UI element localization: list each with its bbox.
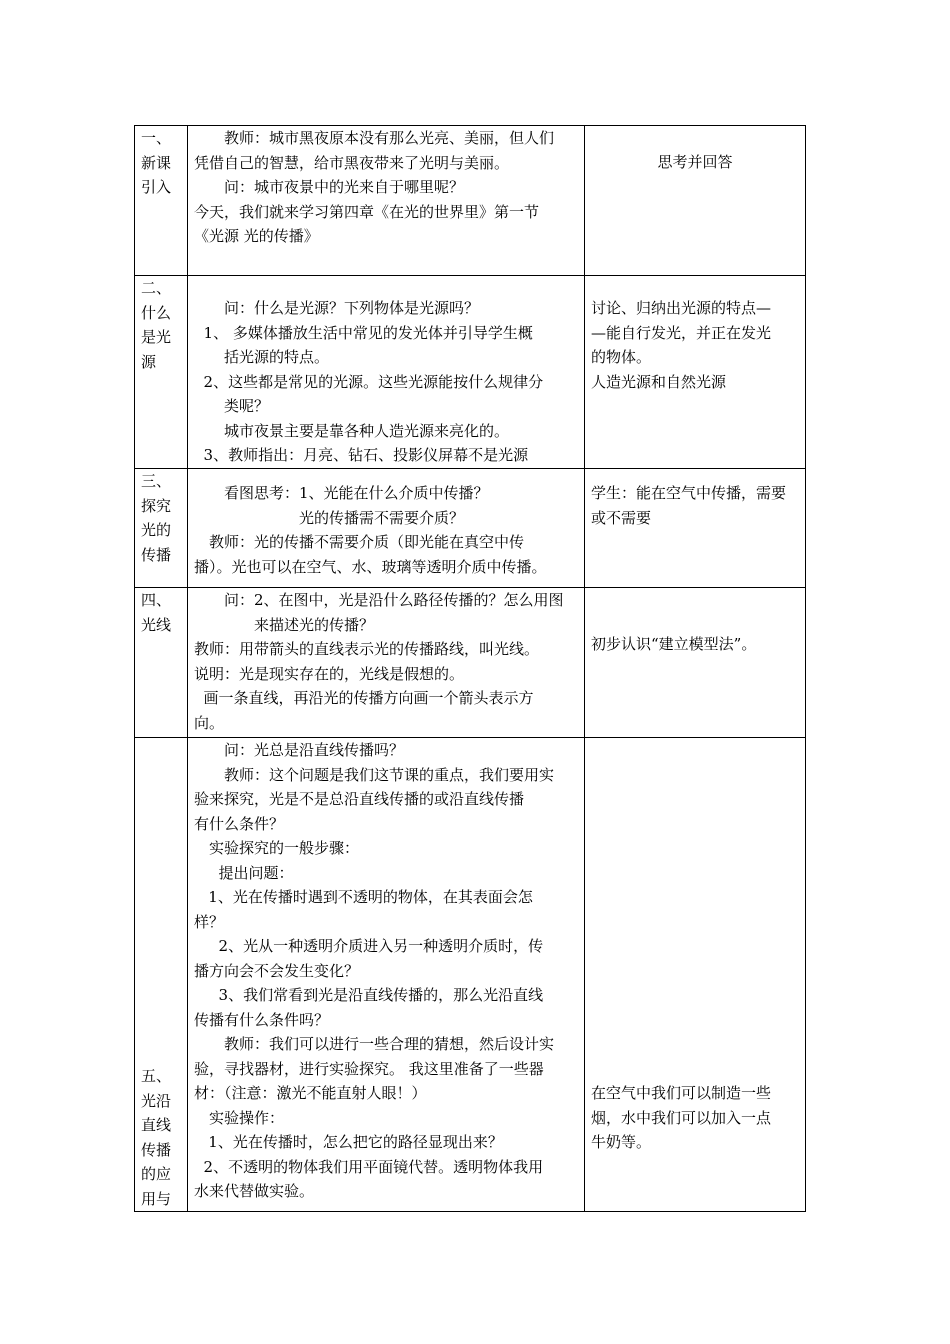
content-line: 城市夜景主要是靠各种人造光源来亮化的。	[194, 421, 510, 440]
content-line: 验，寻找器材，进行实验探究。 我这里准备了一些器	[194, 1059, 544, 1078]
content-line: 实验操作：	[194, 1108, 285, 1127]
table-row	[135, 738, 806, 1212]
stage-line: 是光	[141, 328, 172, 346]
stage-cell	[135, 126, 188, 276]
content-line: 播）。光也可以在空气、水、玻璃等透明介质中传播。	[194, 557, 547, 576]
content-line: 材：（注意：激光不能直射人眼！）	[194, 1084, 427, 1102]
content-line: 1、 多媒体播放生活中常见的发光体并引导学生概	[194, 323, 533, 342]
stage-line: 四、	[141, 591, 172, 609]
content-cell	[188, 738, 585, 1212]
response-cell	[585, 588, 806, 738]
response-cell	[585, 738, 806, 1212]
stage-cell	[135, 738, 188, 1212]
table-row	[135, 126, 806, 276]
stage-line: 传播	[141, 1140, 172, 1159]
response-line: 在空气中我们可以制造一些	[591, 1084, 772, 1102]
response-line: 人造光源和自然光源	[591, 372, 727, 391]
response-line: 或不需要	[591, 508, 652, 527]
content-line: 问：城市夜景中的光来自于哪里呢？	[194, 178, 465, 196]
response-line: 牛奶等。	[591, 1133, 652, 1151]
content-cell	[188, 469, 585, 588]
content-line: 有什么条件？	[194, 814, 285, 833]
content-line: 2、这些都是常见的光源。这些光源能按什么规律分	[194, 372, 544, 391]
content-line: 来描述光的传播？	[194, 615, 375, 634]
content-cell	[188, 276, 585, 469]
content-line: 1、光在传播时遇到不透明的物体，在其表面会怎	[194, 888, 533, 906]
content-line: 实验探究的一般步骤：	[194, 839, 360, 857]
stage-line: 探究	[141, 496, 172, 515]
stage-cell	[135, 588, 188, 738]
content-line: 《光源 光的传播》	[194, 227, 319, 245]
content-line: 说明：光是现实存在的，光线是假想的。	[194, 664, 465, 683]
response-line: 烟，水中我们可以加入一点	[591, 1108, 772, 1127]
content-line: 教师：城市黑夜原本没有那么光亮、美丽，但人们	[194, 129, 555, 147]
stage-line: 用与	[141, 1189, 172, 1208]
stage-line: 光沿	[141, 1091, 172, 1110]
content-line: 传播有什么条件吗？	[194, 1010, 330, 1029]
content-line: 播方向会不会发生变化？	[194, 961, 360, 980]
stage-line: 新课	[141, 153, 172, 172]
response-cell	[585, 126, 806, 276]
content-line: 问：光总是沿直线传播吗？	[194, 741, 405, 759]
content-line: 括光源的特点。	[194, 348, 330, 366]
content-line: 问：2、在图中，光是沿什么路径传播的？怎么用图	[194, 591, 564, 609]
content-line: 教师：这个问题是我们这节课的重点，我们要用实	[194, 765, 555, 784]
content-line: 光的传播需不需要介质？	[194, 508, 465, 527]
response-cell	[585, 469, 806, 588]
response-line: —能自行发光，并正在发光	[591, 323, 772, 342]
stage-line: 直线	[141, 1116, 172, 1134]
stage-line: 光的	[141, 521, 172, 539]
content-line: 问：什么是光源？下列物体是光源吗？	[194, 299, 480, 317]
stage-line: 传播	[141, 545, 172, 564]
stage-line: 什么	[141, 303, 172, 322]
table-row	[135, 469, 806, 588]
stage-line: 源	[141, 352, 157, 371]
response-line: 初步认识“建立模型法”。	[591, 635, 757, 653]
stage-cell	[135, 276, 188, 469]
content-cell	[188, 588, 585, 738]
content-line: 2、光从一种透明介质进入另一种透明介质时，传	[194, 937, 544, 955]
stage-line: 引入	[141, 178, 172, 196]
content-line: 今天，我们就来学习第四章《在光的世界里》第一节	[194, 202, 540, 221]
stage-line: 二、	[141, 279, 172, 297]
content-cell	[188, 126, 585, 276]
content-line: 看图思考：1、光能在什么介质中传播？	[194, 484, 489, 502]
content-line: 凭借自己的智慧，给市黑夜带来了光明与美丽。	[194, 153, 510, 172]
content-line: 画一条直线，再沿光的传播方向画一个箭头表示方	[194, 689, 534, 707]
response-line: 学生：能在空气中传播，需要	[591, 484, 787, 502]
content-line: 3、我们常看到光是沿直线传播的，那么光沿直线	[194, 986, 544, 1004]
stage-line: 一、	[141, 129, 172, 147]
response-line: 讨论、归纳出光源的特点—	[591, 299, 772, 317]
lesson-plan-table	[134, 125, 806, 1212]
table-row	[135, 276, 806, 469]
content-line: 教师：我们可以进行一些合理的猜想，然后设计实	[194, 1035, 555, 1053]
content-line: 验来探究，光是不是总沿直线传播的或沿直线传播	[194, 790, 525, 808]
stage-cell	[135, 469, 188, 588]
content-line: 3、教师指出：月亮、钻石、投影仪屏幕不是光源	[194, 446, 529, 464]
content-line: 教师：用带箭头的直线表示光的传播路线，叫光线。	[194, 640, 540, 658]
content-line: 1、光在传播时，怎么把它的路径显现出来？	[194, 1133, 503, 1151]
response-line: 思考并回答	[657, 153, 733, 171]
stage-line: 光线	[141, 615, 172, 634]
content-line: 水来代替做实验。	[194, 1182, 315, 1200]
response-cell	[585, 276, 806, 469]
content-line: 2、不透明的物体我们用平面镜代替。透明物体我用	[194, 1157, 544, 1176]
table-row	[135, 588, 806, 738]
response-line: 的物体。	[591, 348, 652, 366]
content-line: 提出问题：	[194, 863, 294, 882]
content-line: 教师：光的传播不需要介质（即光能在真空中传	[194, 533, 525, 551]
stage-line: 三、	[141, 472, 172, 490]
content-line: 类呢？	[194, 397, 270, 415]
stage-line: 的应	[141, 1165, 172, 1183]
content-line: 向。	[194, 713, 225, 732]
content-line: 样？	[194, 912, 225, 931]
stage-line: 五、	[141, 1067, 172, 1085]
